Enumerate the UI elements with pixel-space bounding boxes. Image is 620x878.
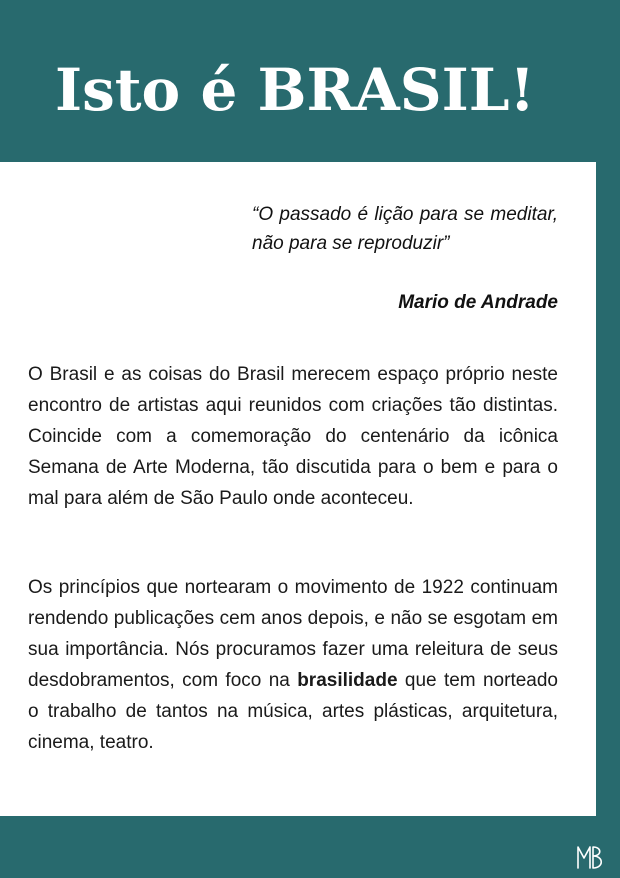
- mb-monogram-svg: [576, 844, 606, 870]
- paragraph-1: O Brasil e as coisas do Brasil merecem espaço próprio neste encontro de artistas aqui reunidos com criações tão distintas. Coincide com a comemoração do centenário da icônica Semana de Arte Moderna, tão discutida para o bem e para o mal para além de São Paulo onde aconteceu.: [28, 364, 558, 509]
- paragraph-2-text-end: que tem norteado o trabalho de tantos na música, artes plásticas, arquitetura, cinema, teatro.: [28, 670, 558, 753]
- epigraph-quote: “O passado é lição para se meditar, não para se reproduzir”: [252, 204, 558, 254]
- content-panel: [0, 162, 596, 816]
- mb-monogram-icon: [576, 844, 606, 870]
- page-title: Isto é BRASIL!: [54, 56, 536, 124]
- paragraph-2: [28, 572, 558, 758]
- quote-author: Mario de Andrade: [398, 292, 558, 313]
- paragraph-2-emphasis: brasilidade: [297, 670, 398, 691]
- paragraph-2-text: Os princípios que nortearam o movimento de 1922 continuam rendendo publicações cem anos depois, e não se esgotam em sua importância. Nós procuramos fazer uma releitura de seus desdobramentos, com foco na: [28, 577, 558, 691]
- header-band: [0, 0, 620, 162]
